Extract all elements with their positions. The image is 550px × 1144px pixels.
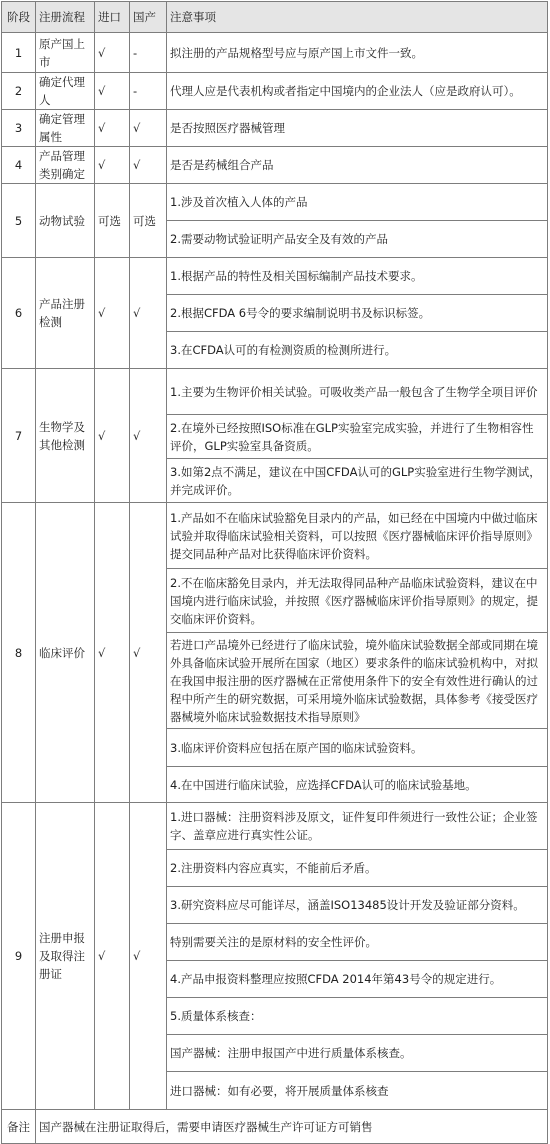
stage-number: 6 — [2, 258, 36, 369]
process-name: 生物学及其他检测 — [36, 369, 95, 503]
domestic-mark: 可选 — [130, 184, 167, 258]
stage-number: 4 — [2, 147, 36, 184]
note-cell: 国产器械：注册申报国产中进行质量体系核查。 — [167, 1035, 548, 1072]
domestic-mark: √ — [130, 503, 167, 803]
imported-mark: √ — [95, 803, 130, 1110]
header-notes: 注意事项 — [167, 2, 548, 33]
table-row — [2, 73, 548, 110]
domestic-mark: √ — [130, 110, 167, 147]
stage-number: 1 — [2, 33, 36, 73]
stage-number: 8 — [2, 503, 36, 803]
footer-text: 国产器械在注册证取得后，需要申请医疗器械生产许可证方可销售 — [36, 1110, 548, 1144]
table-row — [2, 33, 548, 73]
stage-number: 3 — [2, 110, 36, 147]
domestic-mark: - — [130, 73, 167, 110]
note-cell: 进口器械：如有必要，将开展质量体系核查 — [167, 1072, 548, 1110]
footer-row — [2, 1110, 548, 1144]
note-cell: 1.主要为生物评价相关试验。可吸收类产品一般包含了生物学全项目评价 — [167, 369, 548, 415]
process-name: 产品管理类别确定 — [36, 147, 95, 184]
imported-mark: √ — [95, 33, 130, 73]
header-process: 注册流程 — [36, 2, 95, 33]
note-cell: 5.质量体系核查： — [167, 998, 548, 1035]
imported-mark: √ — [95, 73, 130, 110]
imported-mark: √ — [95, 503, 130, 803]
note-cell: 1.根据产品的特性及相关国标编制产品技术要求。 — [167, 258, 548, 295]
note-cell: 是否是药械组合产品 — [167, 147, 548, 184]
note-cell: 3.临床评价资料应包括在原产国的临床试验资料。 — [167, 729, 548, 767]
process-name: 动物试验 — [36, 184, 95, 258]
table-row — [2, 110, 548, 147]
note-cell: 代理人应是代表机构或者指定中国境内的企业法人（应是政府认可）。 — [167, 73, 548, 110]
note-cell: 4.产品申报资料整理应按照CFDA 2014年第43号令的规定进行。 — [167, 961, 548, 998]
note-cell: 1.产品如不在临床试验豁免目录内的产品，如已经在中国境内中做过临床试验并取得临床试验相关资料，可以按照《医疗器械临床评价指导原则》提交同品种产品对比获得临床评价资料。 — [167, 503, 548, 569]
imported-mark: 可选 — [95, 184, 130, 258]
header-stage: 阶段 — [2, 2, 36, 33]
domestic-mark: √ — [130, 147, 167, 184]
imported-mark: √ — [95, 369, 130, 503]
table-row — [2, 369, 548, 415]
process-name: 注册申报及取得注册证 — [36, 803, 95, 1110]
stage-number: 7 — [2, 369, 36, 503]
process-name: 产品注册检测 — [36, 258, 95, 369]
header-row — [2, 2, 548, 33]
process-name: 确定代理人 — [36, 73, 95, 110]
note-cell: 2.注册资料内容应真实，不能前后矛盾。 — [167, 850, 548, 887]
process-name: 原产国上市 — [36, 33, 95, 73]
imported-mark: √ — [95, 258, 130, 369]
table-row — [2, 147, 548, 184]
table-row — [2, 803, 548, 850]
process-name: 确定管理属性 — [36, 110, 95, 147]
note-cell: 2.需要动物试验证明产品安全及有效的产品 — [167, 221, 548, 258]
header-domestic: 国产 — [130, 2, 167, 33]
domestic-mark: √ — [130, 258, 167, 369]
process-name: 临床评价 — [36, 503, 95, 803]
footer-label: 备注 — [2, 1110, 36, 1144]
header-imported: 进口 — [95, 2, 130, 33]
stage-number: 9 — [2, 803, 36, 1110]
stage-number: 5 — [2, 184, 36, 258]
domestic-mark: - — [130, 33, 167, 73]
registration-table — [1, 1, 548, 1144]
note-cell: 是否按照医疗器械管理 — [167, 110, 548, 147]
table-row — [2, 258, 548, 295]
note-cell: 2.不在临床豁免目录内，并无法取得同品种产品临床试验资料，建议在中国境内进行临床试验，并按照《医疗器械临床评价指导原则》的规定，提交临床评价资料。 — [167, 569, 548, 633]
note-cell: 3.如第2点不满足，建议在中国CFDA认可的GLP实验室进行生物学测试，并完成评价。 — [167, 459, 548, 503]
table-row — [2, 184, 548, 221]
note-cell: 2.根据CFDA 6号令的要求编制说明书及标识标签。 — [167, 295, 548, 332]
note-cell: 1.涉及首次植入人体的产品 — [167, 184, 548, 221]
note-cell: 1.进口器械：注册资料涉及原文，证件复印件须进行一致性公证；企业签字、盖章应进行真实性公证。 — [167, 803, 548, 850]
domestic-mark: √ — [130, 803, 167, 1110]
imported-mark: √ — [95, 147, 130, 184]
imported-mark: √ — [95, 110, 130, 147]
note-cell: 2.在境外已经按照ISO标准在GLP实验室完成实验，并进行了生物相容性评价，GLP实验室具备资质。 — [167, 415, 548, 459]
stage-number: 2 — [2, 73, 36, 110]
domestic-mark: √ — [130, 369, 167, 503]
note-cell: 若进口产品境外已经进行了临床试验，境外临床试验数据全部或同期在境外具备临床试验开展所在国家（地区）要求条件的临床试验机构中，对拟在我国申报注册的医疗器械在正常使用条件下的安全有效性进行确认的过程中所产生的研究数据，可采用境外临床试验数据，具体参考《接受医疗器械境外临床试验数据技术指导原则》 — [167, 633, 548, 729]
note-cell: 特别需要关注的是原材料的安全性评价。 — [167, 924, 548, 961]
note-cell: 3.研究资料应尽可能详尽，涵盖ISO13485设计开发及验证部分资料。 — [167, 887, 548, 924]
note-cell: 拟注册的产品规格型号应与原产国上市文件一致。 — [167, 33, 548, 73]
table-row — [2, 503, 548, 569]
note-cell: 4.在中国进行临床试验，应选择CFDA认可的临床试验基地。 — [167, 767, 548, 803]
note-cell: 3.在CFDA认可的有检测资质的检测所进行。 — [167, 332, 548, 369]
